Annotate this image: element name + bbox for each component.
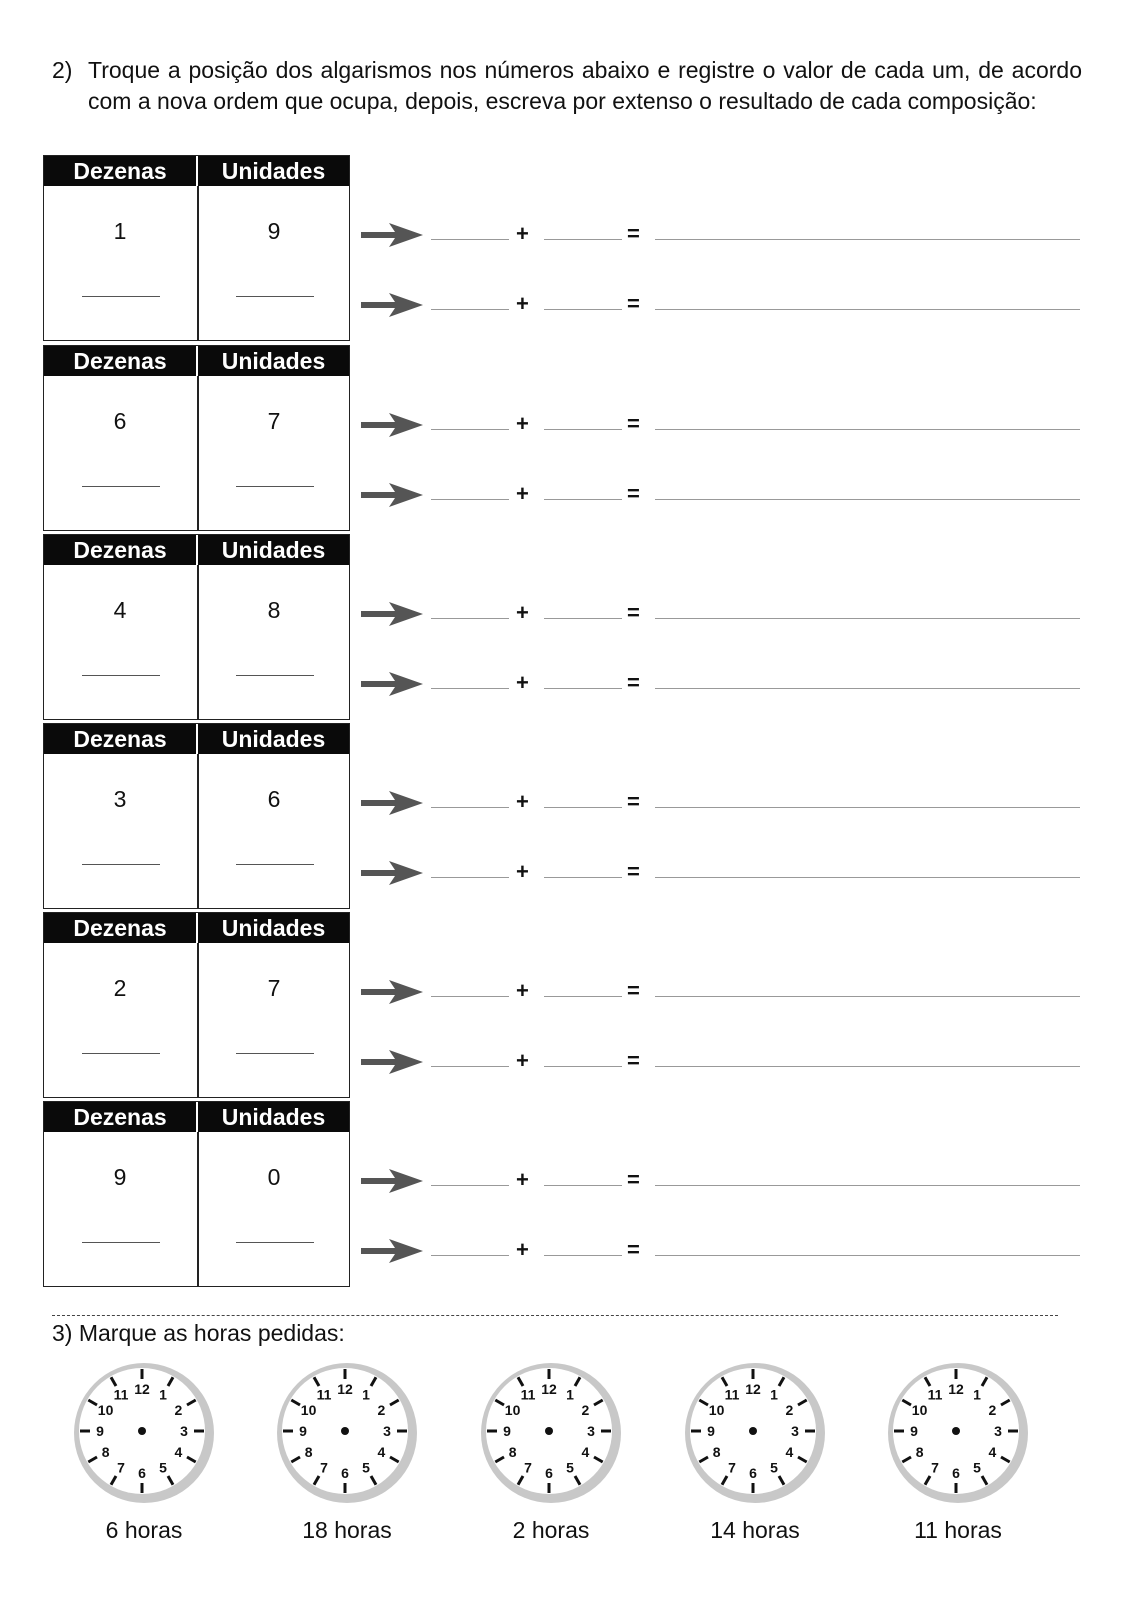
clock-number: 2 — [174, 1402, 183, 1418]
tens-value-blank[interactable] — [431, 618, 509, 619]
units-answer-blank[interactable] — [236, 486, 314, 487]
arrow-right-icon — [361, 1167, 423, 1197]
tens-value-blank[interactable] — [431, 1255, 509, 1256]
equals-sign: = — [627, 978, 640, 1003]
clock-number: 8 — [712, 1444, 721, 1460]
arrow-right-icon — [361, 1237, 423, 1267]
arrow-right-icon — [361, 670, 423, 700]
result-in-words-blank[interactable] — [655, 877, 1080, 878]
equals-sign: = — [627, 411, 640, 436]
result-in-words-blank[interactable] — [655, 618, 1080, 619]
result-in-words-blank[interactable] — [655, 807, 1080, 808]
header-units: Unidades — [221, 726, 326, 752]
units-digit: 8 — [267, 597, 281, 623]
header-units: Unidades — [221, 348, 326, 374]
result-in-words-blank[interactable] — [655, 499, 1080, 500]
composition-row — [361, 1237, 1103, 1277]
clock-number: 5 — [159, 1459, 167, 1476]
result-in-words-blank[interactable] — [655, 1185, 1080, 1186]
composition-row — [361, 221, 1103, 261]
clock-number: 9 — [96, 1423, 104, 1439]
clock-number: 6 — [749, 1465, 757, 1481]
plus-sign: + — [516, 670, 529, 695]
equals-sign: = — [627, 1237, 640, 1262]
plus-sign: + — [516, 1167, 529, 1192]
arrow-right-icon — [361, 411, 423, 441]
units-value-blank[interactable] — [544, 1255, 622, 1256]
question-3-text: 3) Marque as horas pedidas: — [52, 1320, 345, 1346]
units-value-blank[interactable] — [544, 618, 622, 619]
header-tens: Dezenas — [73, 915, 167, 941]
clock-number: 6 — [138, 1465, 146, 1481]
arrow-right-icon — [361, 1048, 423, 1078]
plus-sign: + — [516, 481, 529, 506]
arrow-right-icon — [361, 481, 423, 511]
units-value-blank[interactable] — [544, 239, 622, 240]
clock-number: 5 — [362, 1459, 370, 1476]
units-value-blank[interactable] — [544, 499, 622, 500]
result-in-words-blank[interactable] — [655, 429, 1080, 430]
column-divider — [197, 376, 199, 530]
units-digit: 9 — [267, 218, 281, 244]
column-divider — [197, 1132, 199, 1286]
units-answer-blank[interactable] — [236, 1242, 314, 1243]
question-2 — [52, 55, 1082, 117]
arrow-right-icon — [361, 789, 423, 819]
clock-number: 7 — [117, 1459, 125, 1476]
composition-row — [361, 481, 1103, 521]
tens-answer-blank[interactable] — [82, 1053, 160, 1054]
tens-value-blank[interactable] — [431, 239, 509, 240]
column-divider — [197, 754, 199, 908]
tens-value-blank[interactable] — [431, 688, 509, 689]
tens-digit: 1 — [113, 218, 127, 244]
tens-value-blank[interactable] — [431, 1066, 509, 1067]
clock-number: 10 — [911, 1402, 928, 1418]
place-value-table — [43, 345, 350, 531]
equals-sign: = — [627, 859, 640, 884]
place-value-table — [43, 723, 350, 909]
equals-sign: = — [627, 670, 640, 695]
clock-number: 12 — [337, 1381, 353, 1397]
tens-answer-blank[interactable] — [82, 1242, 160, 1243]
clock-face-icon[interactable] — [682, 1360, 828, 1506]
result-in-words-blank[interactable] — [655, 688, 1080, 689]
header-units: Unidades — [221, 537, 326, 563]
clock-label: 18 horas — [302, 1517, 392, 1543]
clock-number: 2 — [785, 1402, 794, 1418]
clock-label: 11 horas — [914, 1517, 1002, 1543]
plus-sign: + — [516, 789, 529, 814]
result-in-words-blank[interactable] — [655, 996, 1080, 997]
plus-sign: + — [516, 221, 529, 246]
tens-value-blank[interactable] — [431, 877, 509, 878]
plus-sign: + — [516, 291, 529, 316]
clock-label: 14 horas — [710, 1517, 800, 1543]
clock-number: 9 — [299, 1423, 307, 1439]
place-value-table — [43, 1101, 350, 1287]
clock-number: 5 — [973, 1459, 981, 1476]
header-tens: Dezenas — [73, 1104, 167, 1130]
table-header — [44, 156, 349, 186]
clock-number: 12 — [948, 1381, 964, 1397]
clock-number: 3 — [180, 1423, 188, 1439]
clock-number: 5 — [566, 1459, 574, 1476]
question-2-text: Troque a posição dos algarismos nos números abaixo e registre o valor de cada um, de acordo com a nova ordem que ocupa, depois, escreva por extenso o resultado de cada composição: — [88, 57, 1082, 114]
clock-label: 6 horas — [105, 1517, 183, 1543]
tens-answer-blank[interactable] — [82, 864, 160, 865]
clock-number: 1 — [973, 1386, 981, 1403]
clock-number: 11 — [520, 1386, 536, 1403]
clock-number: 8 — [508, 1444, 517, 1460]
clock-face-icon[interactable] — [274, 1360, 420, 1506]
table-header — [44, 535, 349, 565]
tens-digit: 9 — [113, 1164, 127, 1190]
arrow-right-icon — [361, 978, 423, 1008]
clock-number: 11 — [724, 1386, 740, 1403]
header-units: Unidades — [221, 158, 326, 184]
result-in-words-blank[interactable] — [655, 309, 1080, 310]
clock-number: 2 — [581, 1402, 590, 1418]
place-value-block — [43, 912, 1103, 1100]
tens-digit: 3 — [113, 786, 127, 812]
equals-sign: = — [627, 1048, 640, 1073]
units-value-blank[interactable] — [544, 429, 622, 430]
clock-number: 4 — [581, 1444, 590, 1460]
tens-value-blank[interactable] — [431, 807, 509, 808]
table-header — [44, 913, 349, 943]
composition-row — [361, 670, 1103, 710]
units-value-blank[interactable] — [544, 996, 622, 997]
clock-number: 1 — [770, 1386, 778, 1403]
plus-sign: + — [516, 1237, 529, 1262]
clock-face-icon[interactable] — [71, 1360, 217, 1506]
plus-sign: + — [516, 411, 529, 436]
place-value-block — [43, 723, 1103, 911]
clock-label: 2 horas — [512, 1517, 590, 1543]
place-value-table — [43, 534, 350, 720]
table-header — [44, 346, 349, 376]
clock-number: 1 — [566, 1386, 574, 1403]
clock-number: 4 — [785, 1444, 794, 1460]
clock-number: 7 — [931, 1459, 939, 1476]
clock-number: 7 — [728, 1459, 736, 1476]
clock-number: 9 — [503, 1423, 511, 1439]
clock-number: 1 — [362, 1386, 370, 1403]
units-digit: 6 — [267, 786, 281, 812]
equals-sign: = — [627, 1167, 640, 1192]
clock-face-icon[interactable] — [478, 1360, 624, 1506]
tens-value-blank[interactable] — [431, 499, 509, 500]
units-value-blank[interactable] — [544, 1066, 622, 1067]
composition-row — [361, 411, 1103, 451]
column-divider — [197, 943, 199, 1097]
clock-number: 9 — [910, 1423, 918, 1439]
header-tens: Dezenas — [73, 537, 167, 563]
arrow-right-icon — [361, 221, 423, 251]
section-divider — [52, 1315, 1058, 1316]
clock-number: 12 — [745, 1381, 761, 1397]
clock-number: 7 — [320, 1459, 328, 1476]
clock-number: 11 — [316, 1386, 332, 1403]
arrow-right-icon — [361, 859, 423, 889]
plus-sign: + — [516, 1048, 529, 1073]
clock-number: 4 — [174, 1444, 183, 1460]
composition-row — [361, 859, 1103, 899]
units-digit: 0 — [267, 1164, 281, 1190]
units-answer-blank[interactable] — [236, 864, 314, 865]
units-value-blank[interactable] — [544, 688, 622, 689]
plus-sign: + — [516, 859, 529, 884]
composition-row — [361, 1048, 1103, 1088]
units-value-blank[interactable] — [544, 309, 622, 310]
clock-number: 4 — [377, 1444, 386, 1460]
units-value-blank[interactable] — [544, 807, 622, 808]
column-divider — [197, 186, 199, 340]
composition-row — [361, 291, 1103, 331]
units-value-blank[interactable] — [544, 877, 622, 878]
clock-number: 6 — [952, 1465, 960, 1481]
equals-sign: = — [627, 789, 640, 814]
clock-number: 4 — [988, 1444, 997, 1460]
column-divider — [197, 565, 199, 719]
units-digit: 7 — [267, 975, 281, 1001]
place-value-table — [43, 912, 350, 1098]
clock-number: 3 — [994, 1423, 1002, 1439]
table-header — [44, 724, 349, 754]
clock-number: 3 — [587, 1423, 595, 1439]
tens-digit: 6 — [113, 408, 127, 434]
clock-face-icon[interactable] — [885, 1360, 1031, 1506]
arrow-right-icon — [361, 600, 423, 630]
units-value-blank[interactable] — [544, 1185, 622, 1186]
tens-answer-blank[interactable] — [82, 296, 160, 297]
clock-number: 5 — [770, 1459, 778, 1476]
tens-value-blank[interactable] — [431, 1185, 509, 1186]
tens-digit: 2 — [113, 975, 127, 1001]
composition-row — [361, 600, 1103, 640]
clock-number: 2 — [377, 1402, 386, 1418]
clock-number: 10 — [708, 1402, 725, 1418]
clock-number: 8 — [101, 1444, 110, 1460]
equals-sign: = — [627, 600, 640, 625]
clock-number: 11 — [113, 1386, 129, 1403]
clock-number: 10 — [504, 1402, 521, 1418]
tens-digit: 4 — [113, 597, 127, 623]
composition-row — [361, 1167, 1103, 1207]
clock-number: 10 — [300, 1402, 317, 1418]
tens-value-blank[interactable] — [431, 996, 509, 997]
result-in-words-blank[interactable] — [655, 1066, 1080, 1067]
tens-answer-blank[interactable] — [82, 486, 160, 487]
tens-value-blank[interactable] — [431, 309, 509, 310]
clock-number: 8 — [915, 1444, 924, 1460]
composition-row — [361, 978, 1103, 1018]
equals-sign: = — [627, 221, 640, 246]
place-value-block — [43, 155, 1103, 343]
units-digit: 7 — [267, 408, 281, 434]
plus-sign: + — [516, 600, 529, 625]
plus-sign: + — [516, 978, 529, 1003]
clock-number: 3 — [791, 1423, 799, 1439]
header-units: Unidades — [221, 1104, 326, 1130]
units-answer-blank[interactable] — [236, 675, 314, 676]
header-tens: Dezenas — [73, 158, 167, 184]
equals-sign: = — [627, 481, 640, 506]
clock-number: 3 — [383, 1423, 391, 1439]
question-2-number: 2) — [52, 57, 73, 83]
clock-number: 2 — [988, 1402, 997, 1418]
place-value-block — [43, 534, 1103, 722]
result-in-words-blank[interactable] — [655, 1255, 1080, 1256]
composition-row — [361, 789, 1103, 829]
place-value-table — [43, 155, 350, 341]
clock-number: 9 — [707, 1423, 715, 1439]
tens-answer-blank[interactable] — [82, 675, 160, 676]
clock-number: 11 — [927, 1386, 943, 1403]
result-in-words-blank[interactable] — [655, 239, 1080, 240]
tens-value-blank[interactable] — [431, 429, 509, 430]
header-tens: Dezenas — [73, 726, 167, 752]
arrow-right-icon — [361, 291, 423, 321]
place-value-block — [43, 345, 1103, 533]
clock-number: 6 — [545, 1465, 553, 1481]
units-answer-blank[interactable] — [236, 1053, 314, 1054]
clock-number: 12 — [134, 1381, 150, 1397]
header-units: Unidades — [221, 915, 326, 941]
header-tens: Dezenas — [73, 348, 167, 374]
clock-number: 7 — [524, 1459, 532, 1476]
equals-sign: = — [627, 291, 640, 316]
clock-number: 1 — [159, 1386, 167, 1403]
clock-number: 6 — [341, 1465, 349, 1481]
clock-number: 12 — [541, 1381, 557, 1397]
clock-number: 8 — [304, 1444, 313, 1460]
table-header — [44, 1102, 349, 1132]
clock-number: 10 — [97, 1402, 114, 1418]
units-answer-blank[interactable] — [236, 296, 314, 297]
place-value-block — [43, 1101, 1103, 1289]
